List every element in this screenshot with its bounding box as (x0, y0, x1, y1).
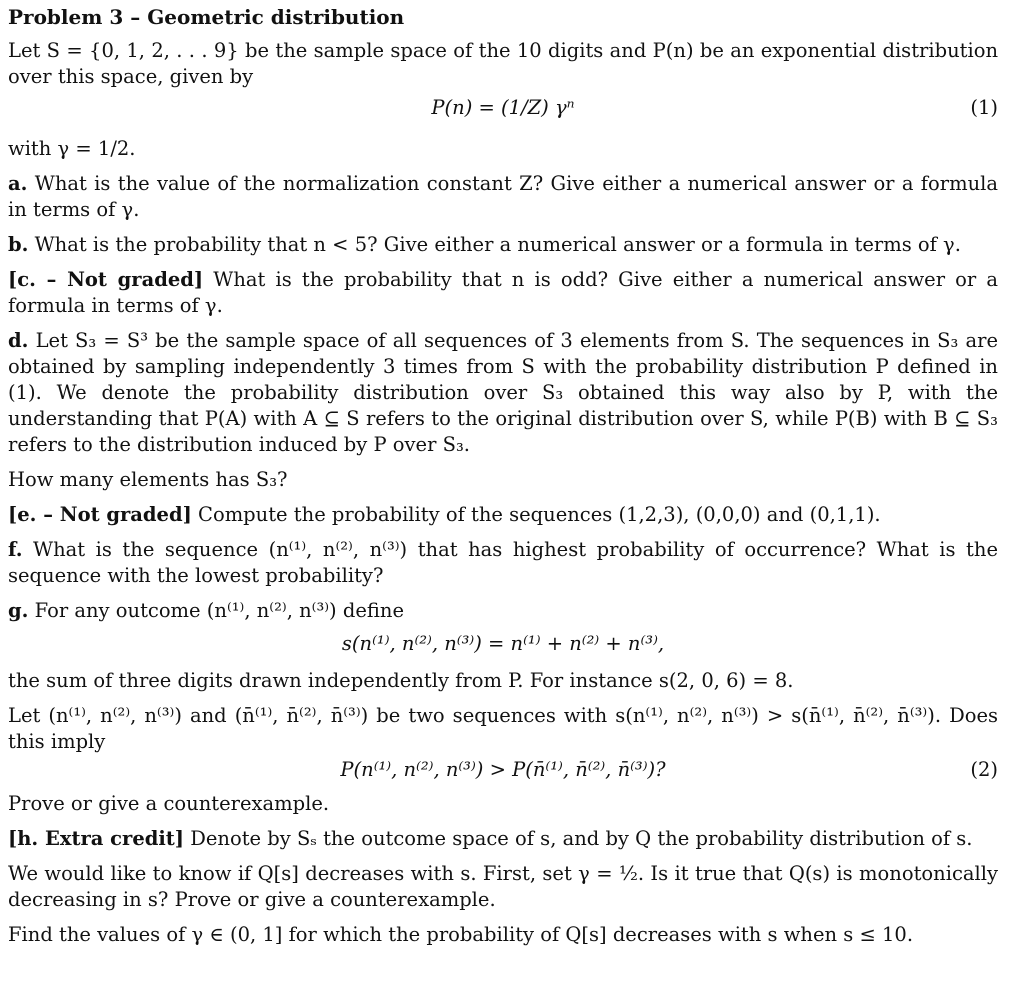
part-h (8, 826, 998, 852)
part-d-text: Let S₃ = S³ be the sample space of all sequences of 3 elements from S. The sequences in S₃ are obtained by sampling independently 3 times from S with the probability distribution P defined in (1). We denote the probability distribution over S₃ obtained this way also by P, with the understanding that P(A) with A ⊆ S refers to the original distribution over S, while P(B) with B ⊆ S₃ refers to the distribution induced by P over S₃. (8, 329, 998, 456)
part-g-label: g. (8, 599, 29, 622)
equation-2-number: (2) (970, 758, 998, 781)
part-a-text: What is the value of the normalization constant Z? Give either a numerical answer or a formula in terms of γ. (8, 172, 998, 221)
part-c (8, 267, 998, 319)
part-f (8, 537, 998, 589)
part-h-text: Denote by Sₛ the outcome space of s, and by Q the probability distribution of s. (190, 827, 973, 850)
part-e-label: [e. – Not graded] (8, 503, 192, 526)
equation-s-body: s(n⁽¹⁾, n⁽²⁾, n⁽³⁾) = n⁽¹⁾ + n⁽²⁾ + n⁽³⁾, (341, 632, 665, 655)
part-h-3: Find the values of γ ∈ (0, 1] for which the probability of Q[s] decreases with s when s ≤ 10. (8, 923, 914, 946)
with-gamma: with γ = 1/2. (8, 137, 136, 160)
equation-1-number: (1) (970, 96, 998, 119)
part-g (8, 598, 998, 624)
part-a (8, 171, 998, 223)
part-g-let: Let (n⁽¹⁾, n⁽²⁾, n⁽³⁾) and (n̄⁽¹⁾, n̄⁽²⁾, n̄⁽³⁾) be two sequences with s(n⁽¹⁾, n⁽²⁾, n⁽³⁾) > s(n̄⁽¹⁾, n̄⁽²⁾, n̄⁽³⁾). Does this imply (8, 704, 998, 753)
part-e-text: Compute the probability of the sequences (1,2,3), (0,0,0) and (0,1,1). (198, 503, 881, 526)
part-d (8, 328, 998, 458)
part-f-text: What is the sequence (n⁽¹⁾, n⁽²⁾, n⁽³⁾) that has highest probability of occurrence? What is the sequence with the lowest probability? (8, 538, 998, 587)
equation-2-body: P(n⁽¹⁾, n⁽²⁾, n⁽³⁾) > P(n̄⁽¹⁾, n̄⁽²⁾, n̄⁽³⁾)? (340, 758, 666, 781)
equation-1 (8, 86, 998, 130)
part-b-label: b. (8, 233, 29, 256)
part-b (8, 232, 998, 258)
equation-1-body: P(n) = (1/Z) γⁿ (431, 96, 575, 119)
problem-title: Problem 3 – Geometric distribution (8, 5, 405, 29)
part-g-text: For any outcome (n⁽¹⁾, n⁽²⁾, n⁽³⁾) define (34, 599, 404, 622)
part-g-sum: the sum of three digits drawn independently from P. For instance s(2, 0, 6) = 8. (8, 669, 794, 692)
part-d-label: d. (8, 329, 29, 352)
part-e (8, 502, 998, 528)
prove-line: Prove or give a counterexample. (8, 792, 330, 815)
equation-2 (8, 755, 998, 785)
part-b-text: What is the probability that n < 5? Give either a numerical answer or a formula in terms of γ. (34, 233, 961, 256)
part-f-label: f. (8, 538, 23, 561)
part-h-label: [h. Extra credit] (8, 827, 185, 850)
part-c-text: What is the probability that n is odd? Give either a numerical answer or a formula in terms of γ. (8, 268, 998, 317)
equation-s (8, 624, 998, 664)
part-a-label: a. (8, 172, 28, 195)
part-d-question: How many elements has S₃? (8, 468, 288, 491)
part-h-2: We would like to know if Q[s] decreases with s. First, set γ = ½. Is it true that Q(s) is monotonically decreasing in s? Prove or give a counterexample. (8, 862, 998, 911)
part-c-label: [c. – Not graded] (8, 268, 204, 291)
intro-paragraph: Let S = {0, 1, 2, . . . 9} be the sample space of the 10 digits and P(n) be an exponential distribution over this space, given by (8, 39, 998, 88)
